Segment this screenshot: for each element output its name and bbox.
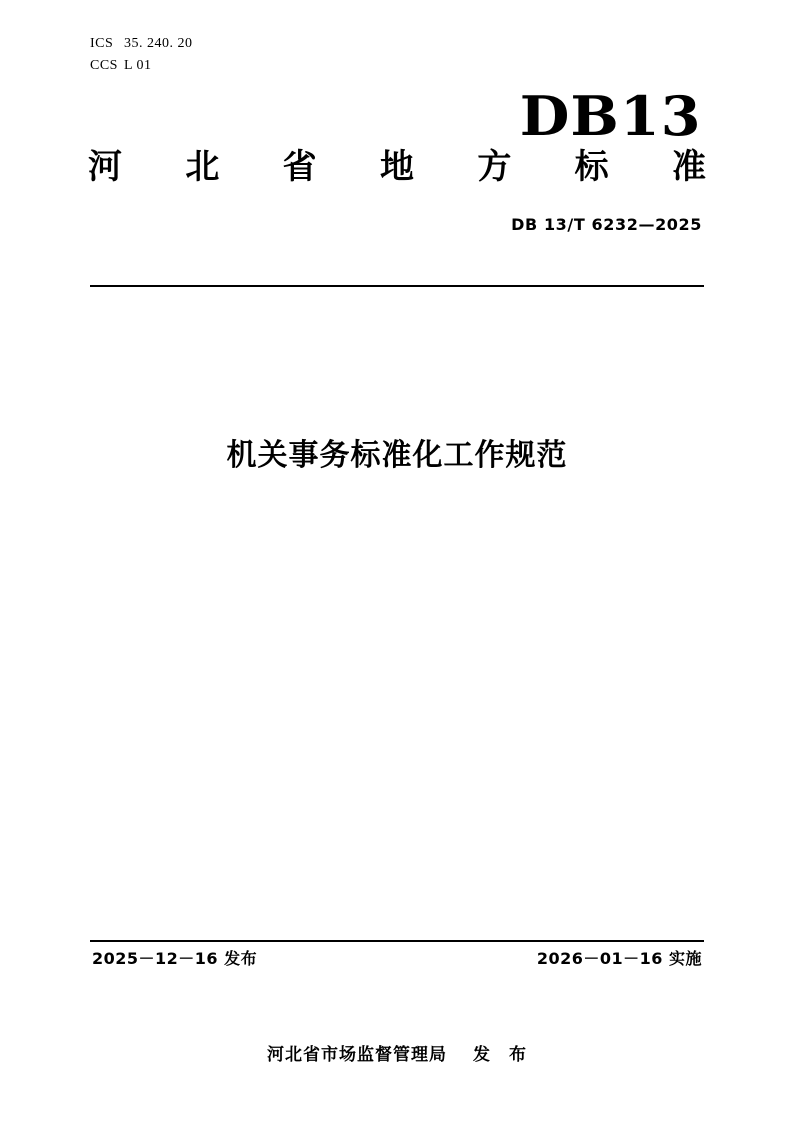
publisher-row	[0, 1040, 794, 1065]
ccs-value: L 01	[124, 58, 152, 73]
title-char-6: 标	[574, 147, 609, 187]
ccs-row	[90, 55, 193, 77]
document-title: 机关事务标准化工作规范	[226, 438, 568, 473]
ics-row	[90, 33, 193, 55]
classification-block	[90, 33, 193, 77]
title-char-2: 北	[185, 147, 220, 187]
footer-divider	[90, 940, 704, 942]
title-char-7: 准	[671, 147, 706, 187]
title-char-4: 地	[379, 147, 414, 187]
title-char-5: 方	[477, 147, 512, 187]
province-standard-title	[88, 145, 706, 189]
ics-value: 35. 240. 20	[124, 36, 193, 51]
ics-label: ICS	[90, 36, 114, 51]
publisher-name: 河北省市场监督管理局	[267, 1045, 447, 1065]
standard-number: DB 13/T 6232—2025	[511, 215, 702, 234]
header-divider	[90, 285, 704, 287]
db13-logo: DB13	[520, 84, 702, 148]
ccs-label: CCS	[90, 58, 118, 73]
dates-row	[92, 946, 702, 969]
title-char-1: 河	[88, 147, 122, 187]
publisher-action: 发 布	[473, 1045, 527, 1065]
issue-date: 2025－12－16 发布	[92, 949, 258, 968]
effective-date: 2026－01－16 实施	[536, 949, 702, 968]
title-char-3: 省	[282, 147, 317, 187]
